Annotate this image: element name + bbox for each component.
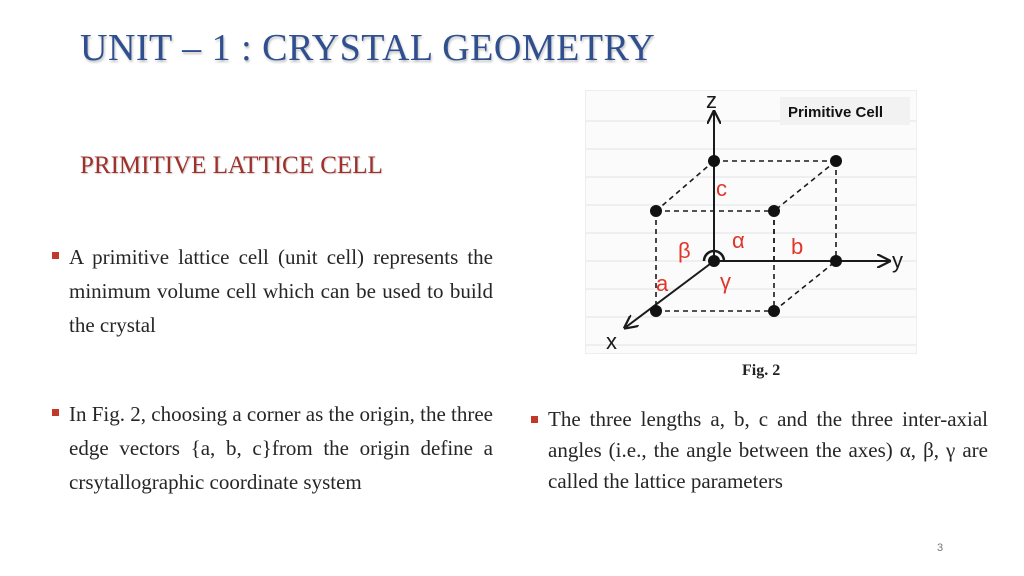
bullet-text-1: A primitive lattice cell (unit cell) represents the minimum volume cell which can be used to build the crystal: [69, 245, 493, 337]
slide-title: UNIT – 1 : CRYSTAL GEOMETRY: [80, 27, 656, 69]
bullet-text-3: The three lengths a, b, c and the three inter-axial angles (i.e., the angle between the axes) α, β, γ are called the lattice parameters: [548, 407, 988, 493]
edge-c-label: c: [716, 176, 727, 201]
z-axis-label: z: [706, 91, 717, 113]
figure-label: Primitive Cell: [788, 104, 884, 121]
bullet-item-2: [69, 397, 493, 499]
bullet-text-2: In Fig. 2, choosing a corner as the origin, the three edge vectors {a, b, c}from the origin define a crsytallographic coordinate system: [69, 402, 493, 494]
unit-cell-figure: [585, 90, 917, 354]
edge-a-label: a: [656, 271, 669, 296]
x-axis-label: x: [606, 329, 617, 353]
unit-cell-diagram: [586, 91, 916, 353]
page-number: 3: [937, 542, 944, 554]
figure-caption: Fig. 2: [742, 362, 781, 379]
edge-b-label: b: [791, 234, 804, 259]
bullet-item-3: [548, 404, 988, 497]
angle-alpha-label: α: [732, 228, 745, 253]
angle-gamma-label: γ: [720, 269, 731, 294]
bullet-square-icon: [531, 416, 538, 423]
section-heading: PRIMITIVE LATTICE CELL: [80, 152, 383, 179]
bullet-square-icon: [52, 252, 59, 259]
bullet-item-1: [69, 240, 493, 342]
bullet-square-icon: [52, 409, 59, 416]
angle-beta-label: β: [678, 238, 691, 263]
y-axis-label: y: [892, 248, 903, 273]
